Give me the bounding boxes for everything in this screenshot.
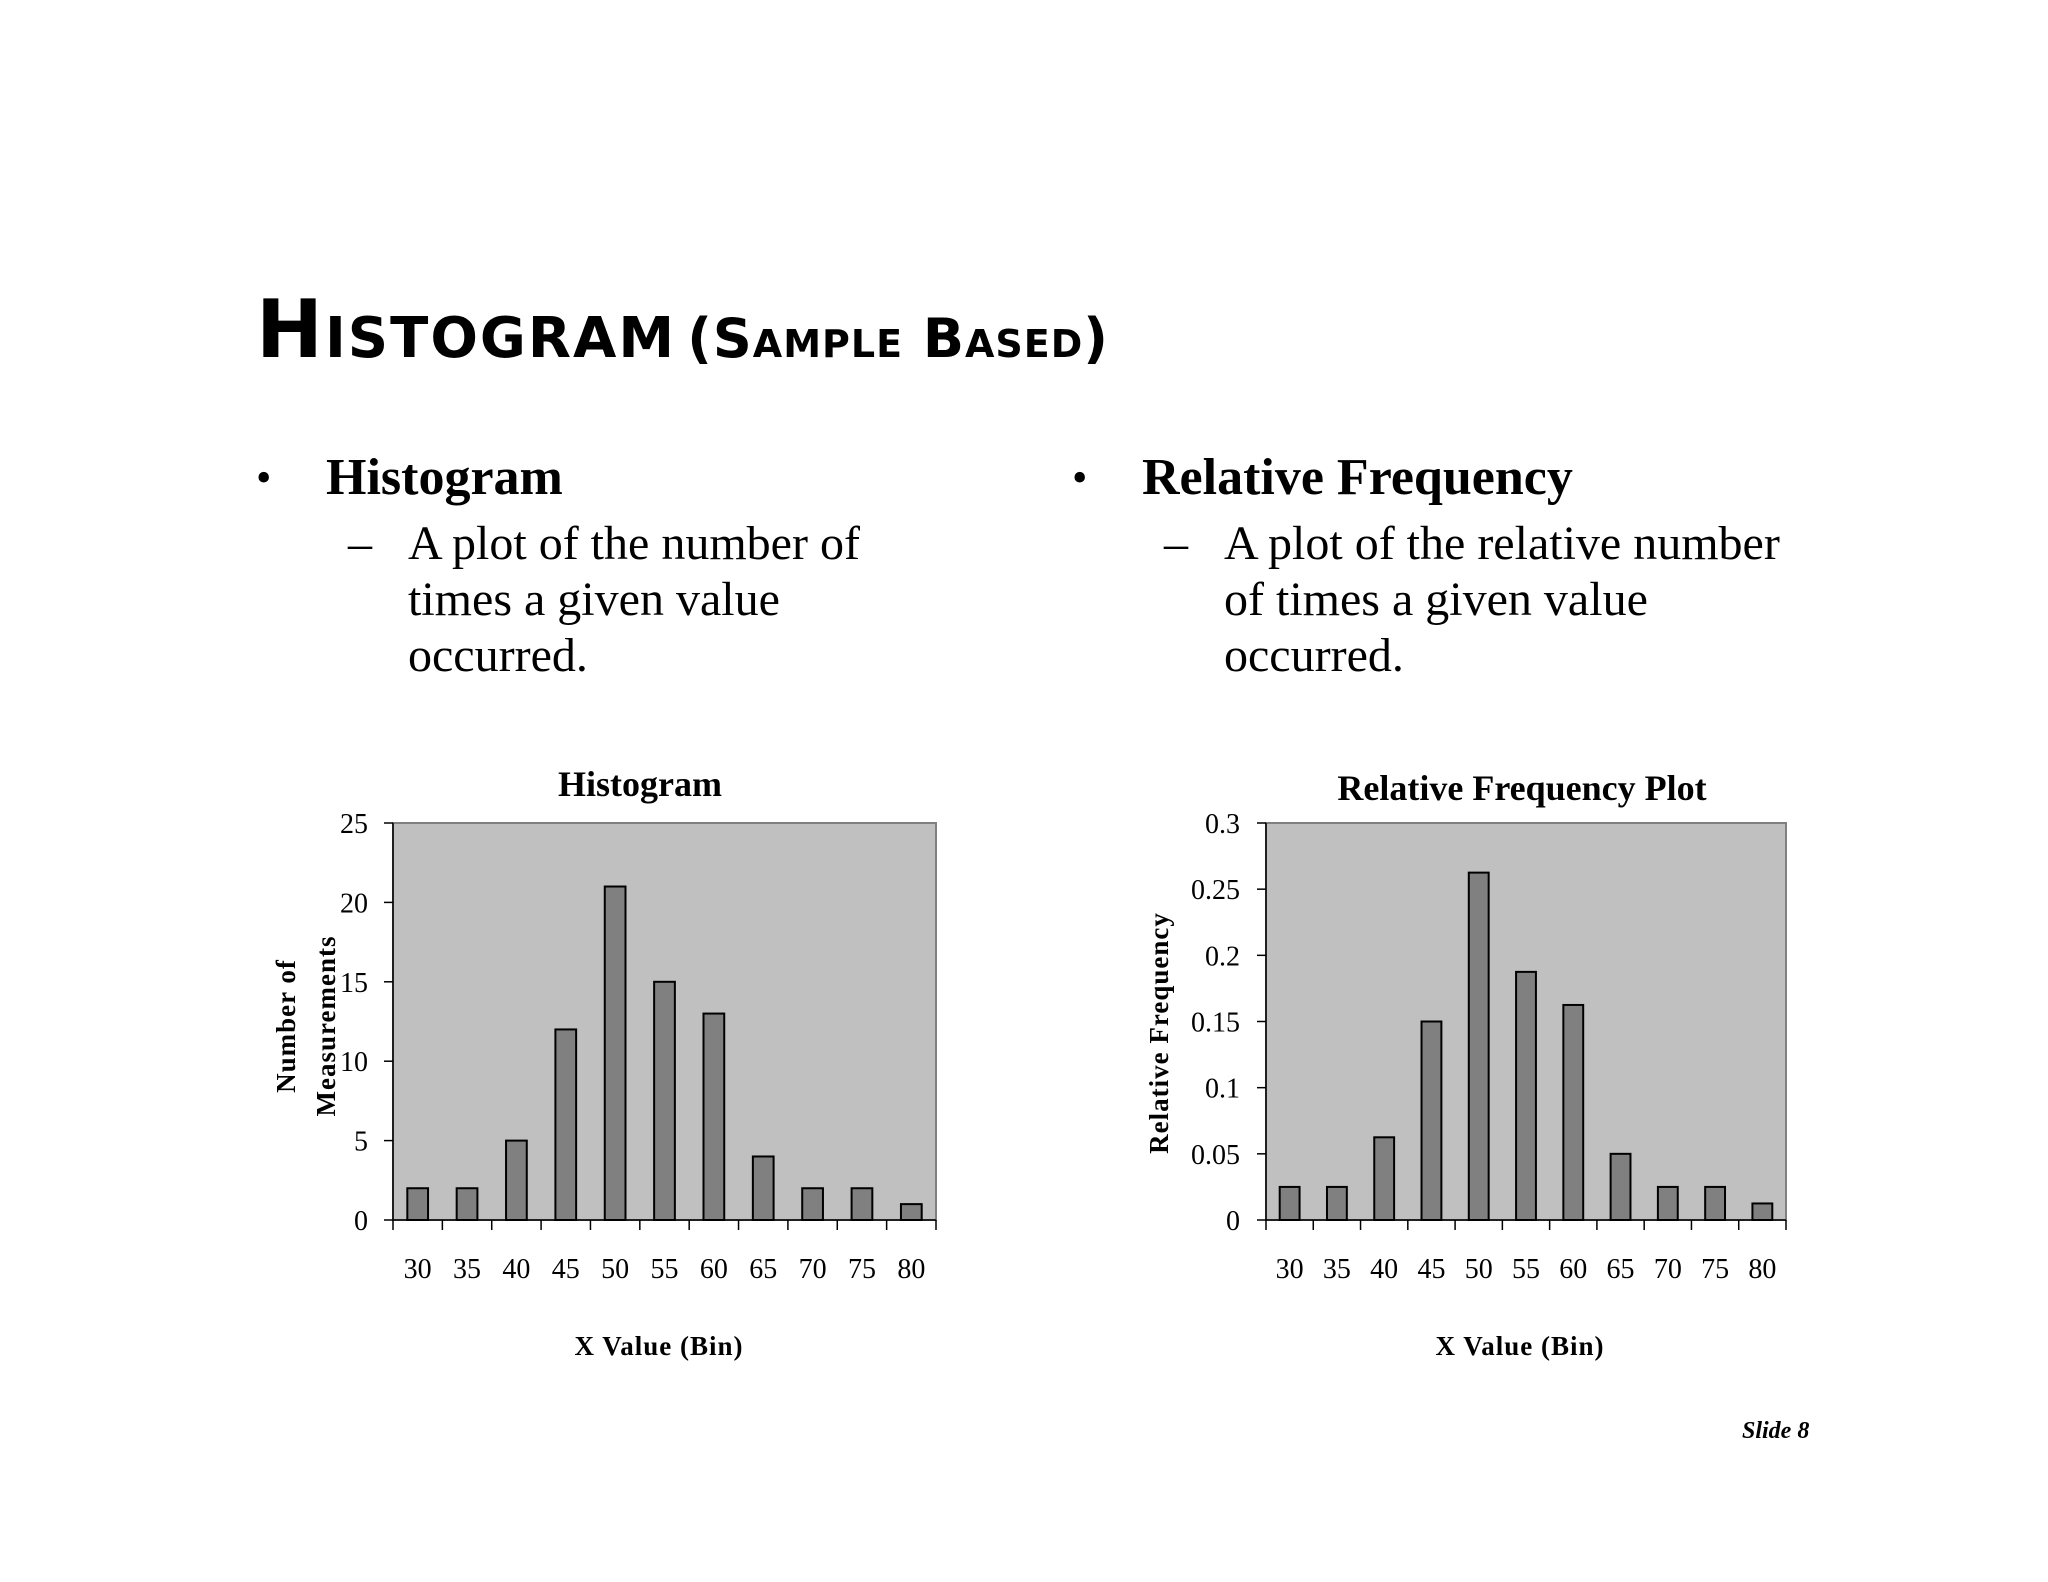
bullet-label: Histogram <box>326 449 563 506</box>
relfreq-y-axis-label: Relative Frequency <box>1144 912 1174 1154</box>
histogram-y-tick-label: 15 <box>340 967 368 999</box>
histogram-bar <box>654 982 675 1220</box>
relfreq-x-tick-label: 30 <box>1275 1254 1304 1285</box>
relfreq-x-tick-label: 55 <box>1512 1254 1540 1285</box>
histogram-bar <box>457 1188 478 1220</box>
histogram-y-tick-label: 10 <box>340 1047 368 1079</box>
histogram-x-tick-label: 55 <box>650 1254 679 1285</box>
dash-icon: – <box>1164 517 1188 570</box>
histogram-bar <box>407 1188 428 1220</box>
relfreq-bar <box>1469 873 1489 1220</box>
histogram-y-axis-label: Measurements <box>311 935 341 1117</box>
relfreq-bar <box>1563 1005 1583 1220</box>
relfreq-y-tick-label: 0.2 <box>1205 941 1240 973</box>
relfreq-bar <box>1611 1154 1631 1220</box>
histogram-bar <box>605 887 626 1220</box>
relfreq-x-tick-label: 35 <box>1322 1254 1351 1285</box>
histogram-y-axis-label: Number of <box>271 959 301 1093</box>
bullet-description: A plot of the relative number of times a given value occurred. <box>1224 517 1780 682</box>
relfreq-bar <box>1280 1187 1300 1220</box>
histogram-x-tick-label: 45 <box>551 1254 580 1285</box>
relfreq-x-tick-label: 75 <box>1701 1254 1730 1285</box>
slide-title-sub: (Sample Based) <box>687 307 1109 370</box>
relfreq-bar <box>1705 1187 1725 1220</box>
histogram-x-tick-label: 60 <box>699 1254 728 1285</box>
relfreq-x-tick-label: 40 <box>1370 1254 1399 1285</box>
histogram-x-tick-label: 75 <box>847 1254 876 1285</box>
slide-title-main: Histogram <box>256 283 677 376</box>
histogram-y-tick-label: 25 <box>340 809 368 840</box>
slide-number: Slide 8 <box>1742 1418 1810 1444</box>
histogram-x-tick-label: 80 <box>897 1254 926 1285</box>
dash-icon: – <box>348 517 372 570</box>
relfreq-x-tick-label: 70 <box>1653 1254 1682 1285</box>
histogram-bar <box>802 1188 823 1220</box>
relfreq-bar <box>1752 1203 1772 1220</box>
relfreq-chart-title: Relative Frequency Plot <box>1337 768 1707 808</box>
histogram-bar <box>753 1156 774 1220</box>
histogram-y-tick-label: 20 <box>340 888 368 920</box>
relfreq-bar <box>1658 1187 1678 1220</box>
relfreq-bar <box>1374 1137 1394 1220</box>
histogram-x-tick-label: 35 <box>453 1254 482 1285</box>
relfreq-x-tick-label: 60 <box>1559 1254 1588 1285</box>
histogram-bar <box>852 1188 873 1220</box>
relfreq-x-axis-label: X Value (Bin) <box>1435 1331 1605 1361</box>
relfreq-x-tick-label: 50 <box>1464 1254 1493 1285</box>
relfreq-y-tick-label: 0.1 <box>1205 1073 1240 1105</box>
histogram-x-tick-label: 70 <box>798 1254 827 1285</box>
histogram-bar <box>506 1141 527 1220</box>
relfreq-y-tick-label: 0.25 <box>1191 875 1240 907</box>
relfreq-bar <box>1422 1022 1442 1221</box>
bullet-dot-icon: • <box>1072 453 1088 502</box>
relfreq-x-tick-label: 80 <box>1748 1254 1777 1285</box>
histogram-x-tick-label: 65 <box>749 1254 778 1285</box>
histogram-x-tick-label: 40 <box>502 1254 531 1285</box>
relfreq-x-tick-label: 45 <box>1417 1254 1446 1285</box>
bullet-dot-icon: • <box>256 453 272 502</box>
relfreq-y-tick-label: 0.15 <box>1191 1007 1240 1039</box>
relfreq-bar <box>1327 1187 1347 1220</box>
histogram-bar <box>555 1029 576 1220</box>
histogram-x-tick-label: 50 <box>601 1254 630 1285</box>
bullet-description: A plot of the number of times a given value occurred. <box>408 517 860 682</box>
bullet-label: Relative Frequency <box>1142 449 1573 506</box>
relfreq-x-tick-label: 65 <box>1606 1254 1635 1285</box>
histogram-bar <box>703 1014 724 1220</box>
histogram-y-tick-label: 0 <box>354 1206 368 1237</box>
histogram-chart-title: Histogram <box>558 764 722 804</box>
histogram-y-tick-label: 5 <box>354 1126 368 1158</box>
histogram-bar <box>901 1204 922 1220</box>
relfreq-y-tick-label: 0.05 <box>1191 1139 1240 1171</box>
relfreq-y-tick-label: 0.3 <box>1205 809 1240 840</box>
histogram-x-tick-label: 30 <box>403 1254 432 1285</box>
relfreq-y-tick-label: 0 <box>1226 1206 1240 1237</box>
relfreq-bar <box>1516 972 1536 1220</box>
histogram-x-axis-label: X Value (Bin) <box>574 1331 744 1361</box>
